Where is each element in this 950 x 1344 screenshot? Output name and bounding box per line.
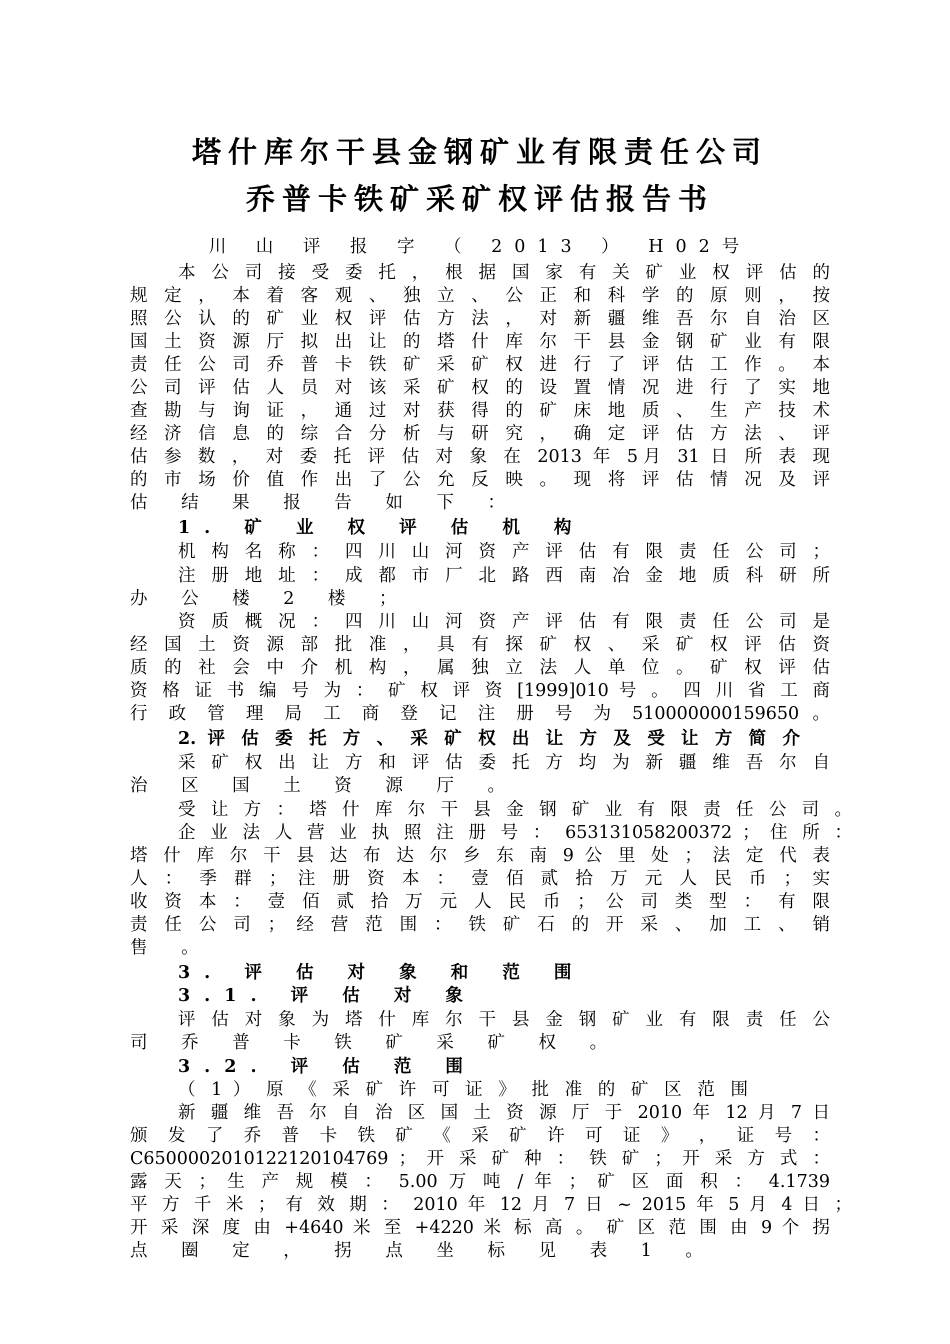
- body-line: 售 。: [130, 938, 213, 958]
- body-line: 塔 什 库 尔 干 县 达 布 达 尔 乡 东 南 9 公 里 处 ； 法 定 代 表: [130, 846, 830, 866]
- document-title-line2: 乔普卡铁矿采矿权评估报告书: [245, 182, 714, 216]
- body-line: 受 让 方 ： 塔 什 库 尔 干 县 金 钢 矿 业 有 限 责 任 公 司 。: [178, 800, 852, 820]
- body-line: 规 定 ， 本 着 客 观 、 独 立 、 公 正 和 科 学 的 原 则 ， 按: [130, 286, 830, 306]
- body-line: 开 采 深 度 由 +4640 米 至 +4220 米 标 高 。 矿 区 范 围 由 9 个 拐: [130, 1218, 830, 1238]
- body-line: 颁 发 了 乔 普 卡 铁 矿 《 采 矿 许 可 证 》 ， 证 号 ：: [130, 1126, 830, 1146]
- body-line: 估 结 果 报 告 如 下 ：: [130, 493, 519, 513]
- body-line: 人 ： 季 群 ； 注 册 资 本 ： 壹 佰 贰 拾 万 元 人 民 币 ； 实: [130, 869, 830, 889]
- subsection-heading: 3.1. 评 估 对 象: [178, 986, 477, 1006]
- body-line: 行 政 管 理 局 工 商 登 记 注 册 号 为 510000000159650 。: [130, 704, 830, 724]
- body-line: 责 任 公 司 ； 经 营 范 围 ： 铁 矿 石 的 开 采 、 加 工 、 销: [130, 915, 830, 935]
- section-heading: 2. 评 估 委 托 方 、 采 矿 权 出 让 方 及 受 让 方 简 介: [178, 729, 800, 749]
- body-line: 经 济 信 息 的 综 合 分 析 与 研 究 ， 确 定 评 估 方 法 、 评: [130, 424, 830, 444]
- document-title-line1: 塔什库尔干县金钢矿业有限责任公司: [191, 135, 768, 169]
- body-line: 经 国 土 资 源 部 批 准 ， 具 有 探 矿 权 、 采 矿 权 评 估 资: [130, 635, 830, 655]
- body-line: 办 公 楼 2 楼 ；: [130, 589, 411, 609]
- body-line: 收 资 本 ： 壹 佰 贰 拾 万 元 人 民 币 ； 公 司 类 型 ： 有 限: [130, 892, 830, 912]
- body-line: 查 勘 与 询 证 ， 通 过 对 获 得 的 矿 床 地 质 、 生 产 技 术: [130, 401, 830, 421]
- body-line: 照 公 认 的 矿 业 权 评 估 方 法 ， 对 新 疆 维 吾 尔 自 治 区: [130, 309, 830, 329]
- body-line: 点 圈 定 ， 拐 点 坐 标 见 表 1 。: [130, 1241, 717, 1261]
- body-line: 新 疆 维 吾 尔 自 治 区 国 土 资 源 厅 于 2010 年 12 月 7 日: [178, 1103, 830, 1123]
- body-line: 评 估 对 象 为 塔 什 库 尔 干 县 金 钢 矿 业 有 限 责 任 公: [178, 1010, 830, 1030]
- body-line: 采 矿 权 出 让 方 和 评 估 委 托 方 均 为 新 疆 维 吾 尔 自: [178, 753, 830, 773]
- body-line: 本 公 司 接 受 委 托 ， 根 据 国 家 有 关 矿 业 权 评 估 的: [178, 263, 830, 283]
- body-line: 估 参 数 ， 对 委 托 评 估 对 象 在 2013 年 5月 31 日 所 表 现: [130, 447, 830, 467]
- body-line: 质 的 社 会 中 介 机 构 ， 属 独 立 法 人 单 位 。 矿 权 评 估: [130, 658, 830, 678]
- body-line: 国 土 资 源 厅 拟 出 让 的 塔 什 库 尔 干 县 金 钢 矿 业 有 限: [130, 332, 830, 352]
- body-line: 机 构 名 称 ： 四 川 山 河 资 产 评 估 有 限 责 任 公 司 ；: [178, 542, 830, 562]
- section-heading: 3. 评 估 对 象 和 范 围: [178, 963, 586, 983]
- body-line: C6500002010122120104769 ； 开 采 矿 种 ： 铁 矿 ； 开 采 方 式 ：: [130, 1149, 830, 1169]
- body-line: （ 1 ） 原 《 采 矿 许 可 证 》 批 准 的 矿 区 范 围: [178, 1080, 748, 1100]
- body-line: 公 司 评 估 人 员 对 该 采 矿 权 的 设 置 情 况 进 行 了 实 地: [130, 378, 830, 398]
- body-line: 注 册 地 址 ： 成 都 市 厂 北 路 西 南 冶 金 地 质 科 研 所: [178, 566, 830, 586]
- body-line: 企 业 法 人 营 业 执 照 注 册 号 ： 653131058200372 ； 住 所 ：: [178, 823, 852, 843]
- section-heading: 1. 矿 业 权 评 估 机 构: [178, 518, 586, 538]
- body-line: 平 方 千 米 ； 有 效 期 ： 2010 年 12 月 7 日 ~ 2015 年 5 月 4 日 ；: [130, 1195, 852, 1215]
- body-line: 的 市 场 价 值 作 出 了 公 允 反 映 。 现 将 评 估 情 况 及 评: [130, 470, 830, 490]
- body-line: 资 格 证 书 编 号 为 ： 矿 权 评 资 [1999]010 号 。 四 川 省 工 商: [130, 681, 830, 701]
- reference-number: 川 山 评 报 字 （ 2013 ） H02号: [208, 237, 752, 257]
- body-line: 露 天 ； 生 产 规 模 ： 5.00 万 吨 / 年 ； 矿 区 面 积 ： 4.1739: [130, 1172, 830, 1192]
- body-line: 责 任 公 司 乔 普 卡 铁 矿 采 矿 权 进 行 了 评 估 工 作 。 本: [130, 355, 830, 375]
- subsection-heading: 3.2. 评 估 范 围: [178, 1057, 477, 1077]
- body-line: 司 乔 普 卡 铁 矿 采 矿 权 。: [130, 1033, 622, 1053]
- body-line: 治 区 国 土 资 源 厅 。: [130, 776, 519, 796]
- body-line: 资 质 概 况 ： 四 川 山 河 资 产 评 估 有 限 责 任 公 司 是: [178, 612, 830, 632]
